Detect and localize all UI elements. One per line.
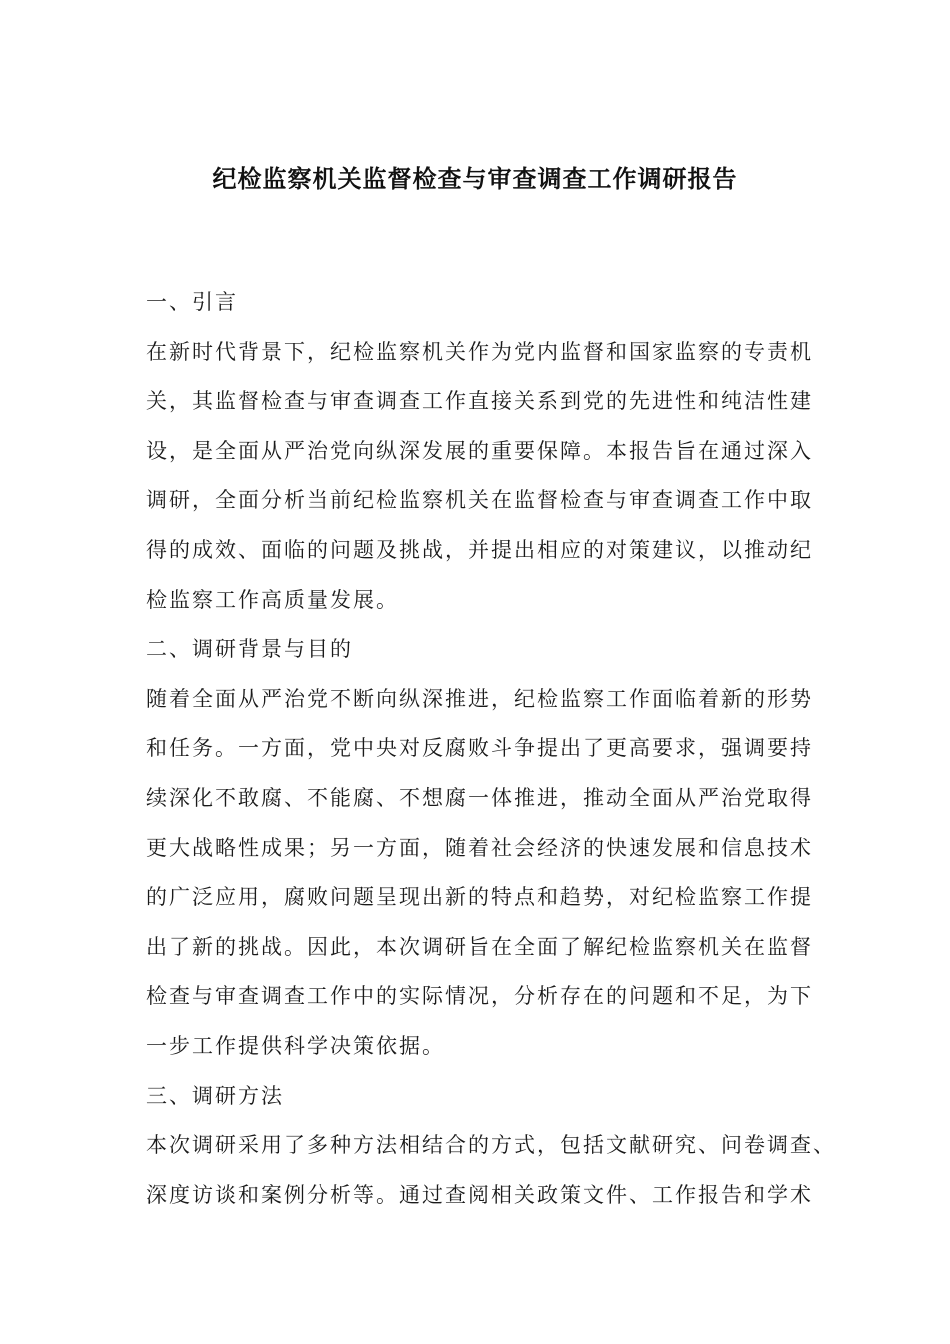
- document-body: [146, 278, 836, 1220]
- section-introduction: [146, 278, 826, 625]
- section-paragraph: [146, 328, 826, 626]
- paragraph-line: 设，是全面从严治党向纵深发展的重要保障。本报告旨在通过深入: [146, 438, 813, 463]
- section-heading: 一、引言: [146, 290, 238, 314]
- section-methods: [146, 1072, 836, 1221]
- paragraph-line: 深度访谈和案例分析等。通过查阅相关政策文件、工作报告和学术: [146, 1182, 813, 1207]
- section-paragraph: [146, 1121, 836, 1220]
- paragraph-line: 调研，全面分析当前纪检监察机关在监督检查与审查调查工作中取: [146, 488, 813, 513]
- document-title: 纪检监察机关监督检查与审查调查工作调研报告: [212, 164, 738, 193]
- paragraph-line: 更大战略性成果；另一方面，随着社会经济的快速发展和信息技术: [146, 835, 813, 860]
- paragraph-line: 一步工作提供科学决策依据。: [146, 1033, 445, 1058]
- paragraph-line: 和任务。一方面，党中央对反腐败斗争提出了更高要求，强调要持: [146, 736, 813, 761]
- paragraph-line: 在新时代背景下，纪检监察机关作为党内监督和国家监察的专责机: [146, 339, 813, 364]
- section-heading: 三、调研方法: [146, 1083, 284, 1108]
- section-heading: 二、调研背景与目的: [146, 637, 353, 662]
- paragraph-line: 的广泛应用，腐败问题呈现出新的特点和趋势，对纪检监察工作提: [146, 885, 813, 910]
- section-paragraph: [146, 675, 826, 1072]
- section-background-purpose: [146, 625, 826, 1071]
- paragraph-line: 检监察工作高质量发展。: [146, 587, 399, 612]
- paragraph-line: 关，其监督检查与审查调查工作直接关系到党的先进性和纯洁性建: [146, 389, 813, 414]
- paragraph-line: 本次调研采用了多种方法相结合的方式，包括文献研究、问卷调查、: [146, 1133, 836, 1158]
- paragraph-line: 随着全面从严治党不断向纵深推进，纪检监察工作面临着新的形势: [146, 686, 813, 711]
- paragraph-line: 检查与审查调查工作中的实际情况，分析存在的问题和不足，为下: [146, 984, 813, 1009]
- paragraph-line: 续深化不敢腐、不能腐、不想腐一体推进，推动全面从严治党取得: [146, 785, 813, 810]
- paragraph-line: 得的成效、面临的问题及挑战，并提出相应的对策建议，以推动纪: [146, 537, 813, 562]
- paragraph-line: 出了新的挑战。因此，本次调研旨在全面了解纪检监察机关在监督: [146, 934, 813, 959]
